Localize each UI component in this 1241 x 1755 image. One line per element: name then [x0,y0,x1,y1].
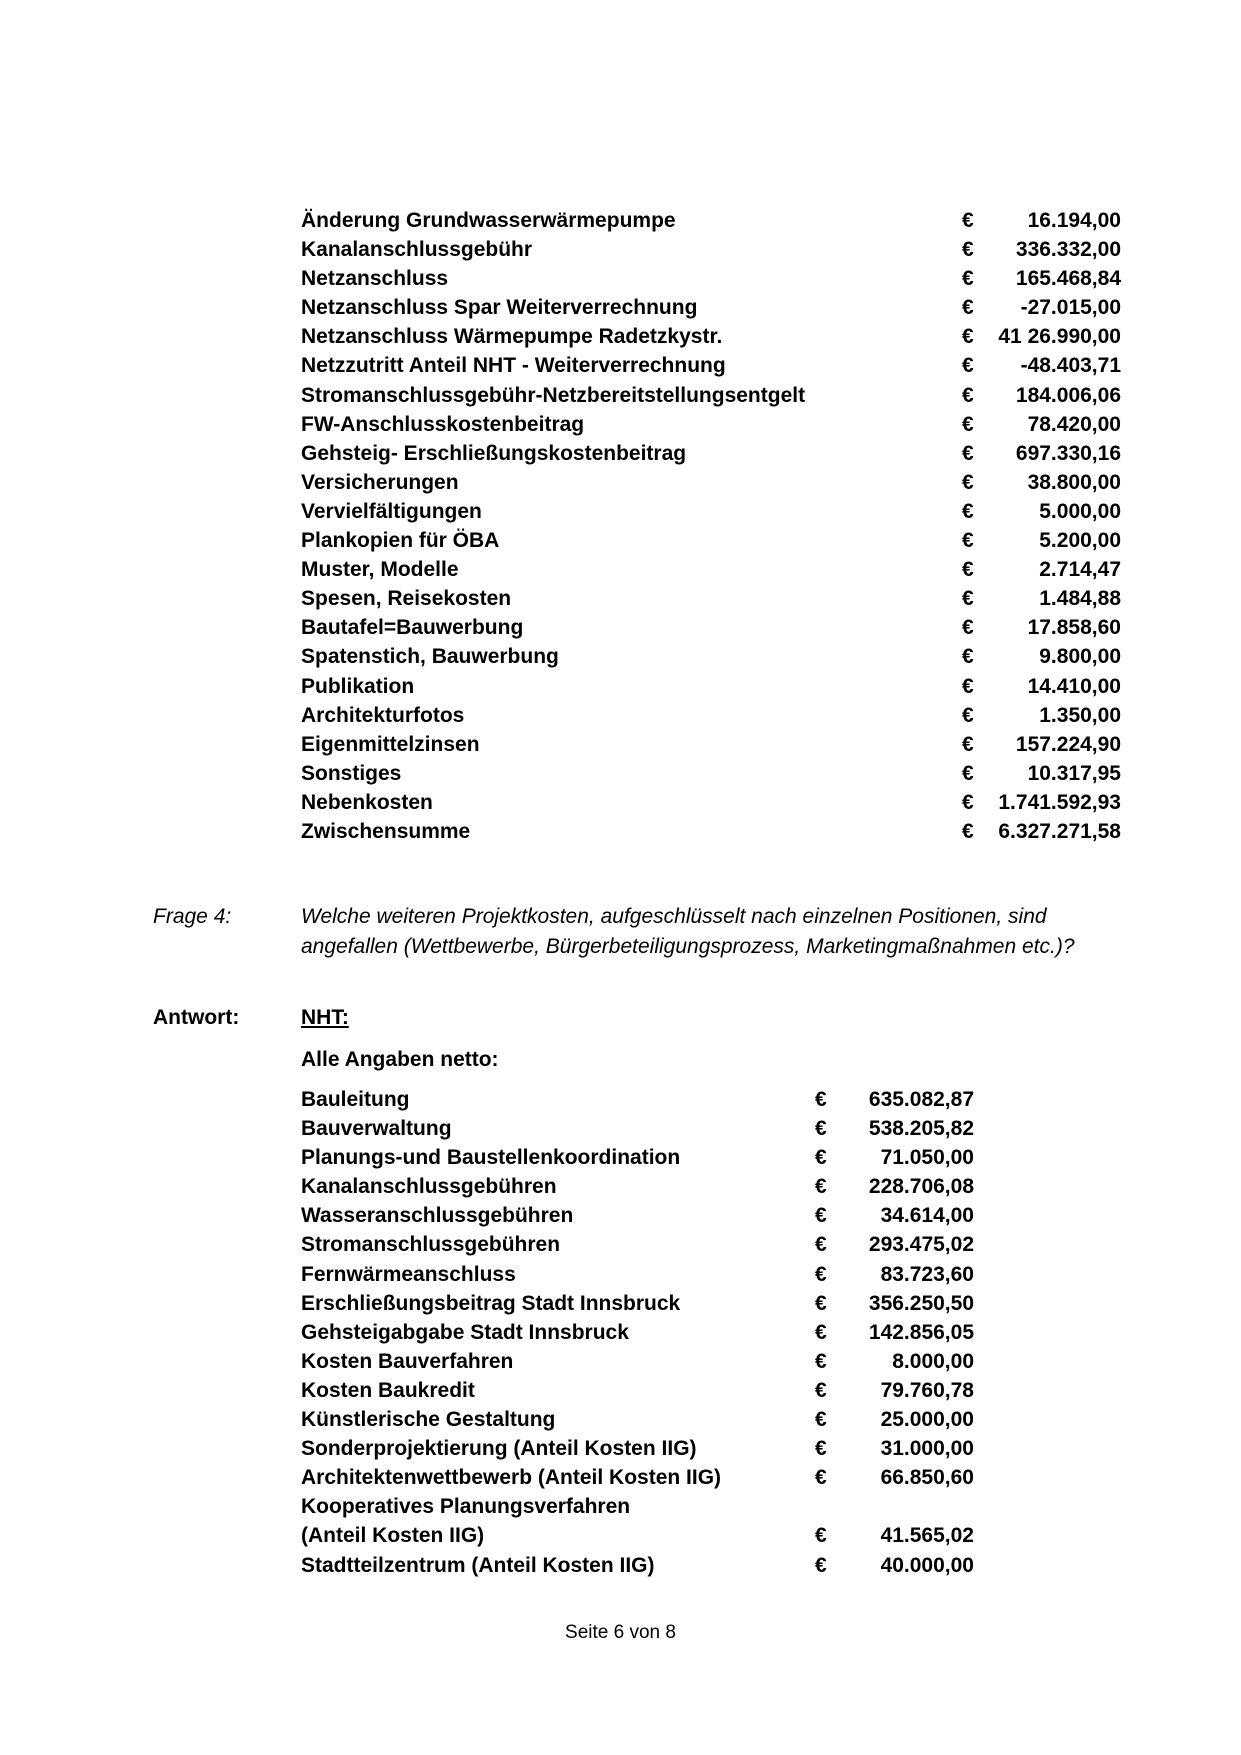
cost-amount: 41.565,02 [880,1524,974,1548]
currency-symbol: € [962,238,974,262]
cost-item-label: Gehsteig- Erschließungskostenbeitrag [301,441,687,465]
currency-symbol: € [962,325,974,349]
currency-symbol: € [815,1262,827,1286]
cost-table-1 [301,206,1121,846]
cost-item-label: Bautafel=Bauwerbung [301,616,524,640]
cost-amount: 8.000,00 [892,1349,974,1373]
cost-item-label-line2: (Anteil Kosten IIG) [301,1524,485,1548]
currency-symbol: € [815,1553,827,1577]
cost-amount: 14.410,00 [1027,674,1121,698]
cost-amount: 184.006,06 [1015,383,1121,407]
cost-row [301,672,1121,701]
currency-symbol: € [962,819,974,843]
cost-amount: 41 26.990,00 [998,325,1121,349]
cost-amount: 71.050,00 [880,1146,974,1170]
cost-row [301,1405,974,1434]
cost-amount: 9.800,00 [1039,645,1121,669]
currency-symbol: € [815,1117,827,1141]
cost-amount: 83.723,60 [880,1262,974,1286]
currency-symbol: € [962,296,974,320]
currency-symbol: € [962,703,974,727]
currency-symbol: € [962,209,974,232]
cost-item-label: FW-Anschlusskostenbeitrag [301,412,585,436]
cost-amount: 79.760,78 [880,1378,974,1402]
cost-item-label: Gehsteigabgabe Stadt Innsbruck [301,1320,629,1344]
cost-row [301,1463,974,1492]
currency-symbol: € [962,558,974,582]
cost-amount: 17.858,60 [1027,616,1121,640]
cost-amount: 697.330,16 [1015,441,1121,465]
cost-row [301,1434,974,1463]
cost-row [301,1114,974,1143]
cost-item-label: Netzanschluss Spar Weiterverrechnung [301,296,698,320]
page-footer: Seite 6 von 8 [565,1622,676,1643]
cost-amount: -27.015,00 [1020,296,1121,320]
cost-amount: 25.000,00 [880,1408,974,1432]
currency-symbol: € [815,1349,827,1373]
cost-row [301,1143,974,1172]
cost-amount: 66.850,60 [880,1466,974,1490]
cost-amount: 165.468,84 [1015,267,1121,291]
cost-row [301,701,1121,730]
cost-amount: -48.403,71 [1020,354,1121,378]
cost-row [301,1260,974,1289]
cost-amount: 1.350,00 [1039,703,1121,727]
cost-amount: 10.317,95 [1027,761,1121,785]
cost-row [301,1551,974,1580]
cost-row [301,642,1121,671]
cost-item-label: Bauleitung [301,1088,410,1111]
cost-item-label: Fernwärmeanschluss [301,1262,516,1286]
cost-item-label: Spatenstich, Bauwerbung [301,645,559,669]
cost-item-label: Sonstiges [301,761,402,785]
cost-row [301,381,1121,410]
cost-amount: 16.194,00 [1027,209,1121,232]
cost-row [301,555,1121,584]
cost-row [301,526,1121,555]
currency-symbol: € [962,732,974,756]
currency-symbol: € [815,1408,827,1432]
currency-symbol: € [815,1233,827,1257]
currency-symbol: € [962,529,974,553]
currency-symbol: € [962,354,974,378]
cost-row [301,817,1121,846]
cost-row [301,1347,974,1376]
currency-symbol: € [815,1378,827,1402]
cost-item-label: Nebenkosten [301,790,433,814]
currency-symbol: € [962,383,974,407]
cost-item-label: Kooperatives Planungsverfahren [301,1495,631,1519]
cost-table-2 [301,1085,974,1580]
cost-row [301,235,1121,264]
cost-row [301,1318,974,1347]
cost-row [301,468,1121,497]
cost-row [301,322,1121,351]
currency-symbol: € [962,267,974,291]
cost-amount: 157.224,90 [1015,732,1121,756]
cost-item-label: Künstlerische Gestaltung [301,1408,556,1432]
currency-symbol: € [962,761,974,785]
cost-item-label: Netzanschluss [301,267,449,291]
cost-item-label: Kanalanschlussgebühr [301,238,533,262]
cost-row [301,439,1121,468]
currency-symbol: € [815,1437,827,1461]
cost-item-label: Vervielfältigungen [301,499,482,523]
cost-item-label: Sonderprojektierung (Anteil Kosten IIG) [301,1437,697,1461]
cost-amount: 38.800,00 [1027,470,1121,494]
answer-label: Antwort: [153,1006,240,1029]
cost-row [301,293,1121,322]
cost-item-label: Bauverwaltung [301,1117,452,1141]
question-text: Welche weiteren Projektkosten, aufgeschlüsselt nach einzelnen Positionen, sind angefallen (Wettbewerbe, Bürgerbeteiligungsprozess, Marketingmaßnahmen etc.)? [301,905,1075,958]
cost-row [301,1376,974,1405]
cost-item-label: Eigenmittelzinsen [301,732,480,756]
cost-amount: 1.484,88 [1039,587,1121,611]
currency-symbol: € [962,587,974,611]
answer-subheading: Alle Angaben netto: [301,1048,499,1071]
cost-item-label: Stromanschlussgebühr-Netzbereitstellungsentgelt [301,383,806,407]
currency-symbol: € [815,1466,827,1490]
cost-amount: 6.327.271,58 [998,819,1121,843]
cost-item-label: Plankopien für ÖBA [301,529,500,553]
cost-amount: 5.000,00 [1039,499,1121,523]
cost-row [301,497,1121,526]
currency-symbol: € [962,790,974,814]
cost-row [301,264,1121,293]
cost-amount: 1.741.592,93 [998,790,1121,814]
currency-symbol: € [962,616,974,640]
question-label: Frage 4: [153,905,232,928]
cost-amount: 538.205,82 [868,1117,974,1141]
cost-amount: 635.082,87 [868,1088,974,1111]
cost-item-label: Architekturfotos [301,703,465,727]
cost-row [301,410,1121,439]
cost-amount: 356.250,50 [868,1291,974,1315]
cost-item-label: Architektenwettbewerb (Anteil Kosten IIG) [301,1466,722,1490]
cost-item-label: Netzzutritt Anteil NHT - Weiterverrechnung [301,354,726,378]
cost-row [301,584,1121,613]
cost-item-label: Kanalanschlussgebühren [301,1175,557,1199]
currency-symbol: € [815,1291,827,1315]
currency-symbol: € [962,645,974,669]
currency-symbol: € [962,412,974,436]
cost-amount: 293.475,02 [868,1233,974,1257]
cost-amount: 336.332,00 [1015,238,1121,262]
cost-row [301,730,1121,759]
cost-amount: 40.000,00 [880,1553,974,1577]
cost-item-label: Kosten Baukredit [301,1378,475,1402]
cost-row [301,1289,974,1318]
currency-symbol: € [962,674,974,698]
currency-symbol: € [815,1320,827,1344]
cost-item-label: Erschließungsbeitrag Stadt Innsbruck [301,1291,681,1315]
currency-symbol: € [962,441,974,465]
cost-row [301,1201,974,1230]
cost-item-label: Muster, Modelle [301,558,459,582]
answer-heading: NHT: [301,1006,349,1029]
cost-row [301,613,1121,642]
currency-symbol: € [815,1146,827,1170]
currency-symbol: € [962,470,974,494]
cost-item-label: Kosten Bauverfahren [301,1349,514,1373]
cost-row [301,788,1121,817]
cost-amount: 34.614,00 [880,1204,974,1228]
cost-item-label: Änderung Grundwasserwärmepumpe [301,209,676,232]
currency-symbol: € [815,1204,827,1228]
cost-item-label: Spesen, Reisekosten [301,587,512,611]
cost-amount: 78.420,00 [1027,412,1121,436]
cost-item-label: Publikation [301,674,415,698]
cost-item-label: Versicherungen [301,470,459,494]
cost-row [301,759,1121,788]
cost-amount: 228.706,08 [868,1175,974,1199]
cost-row [301,206,1121,235]
currency-symbol: € [962,499,974,523]
cost-item-label: Stromanschlussgebühren [301,1233,561,1257]
cost-item-label: Wasseranschlussgebühren [301,1204,574,1228]
cost-amount: 31.000,00 [880,1437,974,1461]
cost-row [301,1085,974,1114]
cost-row [301,1492,974,1550]
cost-row [301,351,1121,380]
currency-symbol: € [815,1175,827,1199]
cost-amount: 5.200,00 [1039,529,1121,553]
cost-item-label: Zwischensumme [301,819,471,843]
cost-item-label: Planungs-und Baustellenkoordination [301,1146,681,1170]
cost-amount: 142.856,05 [868,1320,974,1344]
cost-row [301,1172,974,1201]
currency-symbol: € [815,1088,827,1111]
cost-row [301,1230,974,1259]
cost-amount: 2.714,47 [1039,558,1121,582]
currency-symbol: € [815,1524,827,1548]
cost-item-label: Netzanschluss Wärmepumpe Radetzkystr. [301,325,723,349]
cost-item-label: Stadtteilzentrum (Anteil Kosten IIG) [301,1553,655,1577]
